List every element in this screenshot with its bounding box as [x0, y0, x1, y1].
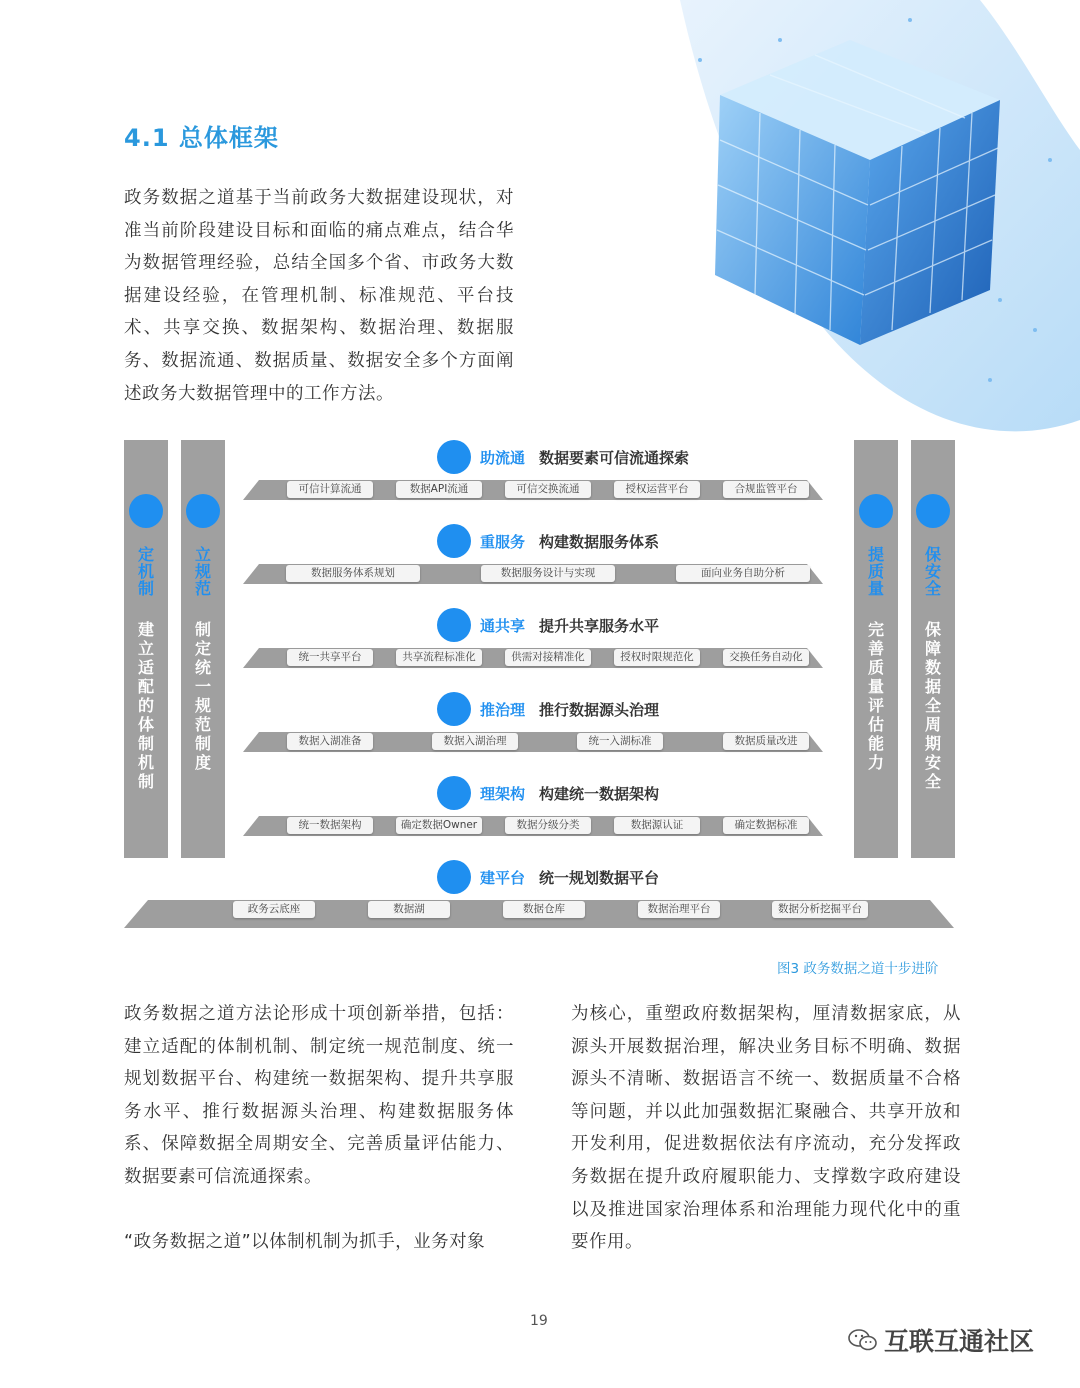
intro-paragraph: 政务数据之道基于当前政务大数据建设现状，对准当前阶段建设目标和面临的痛点难点，结合华为数据管理经验，总结全国多个省、市政务大数据建设经验，在管理机制、标准规范、平台技术、共享交换、数据架构、数据治理、数据服务、数据流通、数据质量、数据安全多个方面阐述政务大数据管理中的工作方法。	[124, 188, 514, 404]
tier-item: 数据入湖治理	[432, 733, 518, 750]
tier-name: 助流通	[480, 449, 526, 467]
tier-desc: 构建统一数据架构	[539, 785, 660, 803]
left-column-paragraph-2: “政务数据之道”以体制机制为抓手，业务对象	[124, 1232, 486, 1252]
tier-item: 确定数据Owner	[396, 817, 482, 834]
left-column-paragraph-1: 政务数据之道方法论形成十项创新举措，包括：建立适配的体制机制、制定统一规范制度、统一规划数据平台、构建统一数据架构、提升共享服务水平、推行数据源头治理、构建数据服务体系、保障数据全周期安全、完善质量评估能力、数据要素可信流通探索。	[124, 1004, 514, 1187]
pillar-subtitle: 建 立 适 配 的 体 制 机 制	[137, 620, 154, 791]
tier-dot	[437, 440, 471, 474]
tier-desc: 数据要素可信流通探索	[539, 449, 690, 467]
tier-item: 授权时限规范化	[614, 649, 700, 666]
pillar-subtitle: 保 障 数 据 全 周 期 安 全	[924, 620, 941, 791]
tier-desc: 统一规划数据平台	[539, 869, 660, 887]
tier-dot	[437, 524, 471, 558]
pillar-title: 定 机 制	[137, 545, 154, 598]
tier-item: 合规监管平台	[723, 481, 809, 498]
tier-dot	[437, 608, 471, 642]
tier-item: 统一数据架构	[287, 817, 373, 834]
pillar-dot	[916, 494, 950, 528]
tier-item: 数据API流通	[396, 481, 482, 498]
pillar-title: 提 质 量	[867, 545, 884, 598]
tier-item: 数据治理平台	[638, 901, 720, 918]
tier-desc: 构建数据服务体系	[539, 533, 660, 551]
right-column-paragraph: 为核心，重塑政府数据架构，厘清数据家底，从源头开展数据治理，解决业务目标不明确、数据源头不清晰、数据语言不统一、数据质量不合格等问题，并以此加强数据汇聚融合、共享开放和开发利用，促进数据依法有序流动，充分发挥政务数据在提升政府履职能力、支撑数字政府建设以及推进国家治理体系和治理能力现代化中的重要作用。	[571, 1004, 961, 1253]
tier-item: 供需对接精准化	[505, 649, 591, 666]
figure-caption: 图3 政务数据之道十步进阶	[777, 961, 939, 977]
tier-name: 建平台	[480, 869, 526, 887]
tier-item: 政务云底座	[233, 901, 315, 918]
tier-item: 数据入湖准备	[287, 733, 373, 750]
pillar-title: 立 规 范	[194, 545, 211, 598]
hero-cube-illustration	[640, 0, 1080, 440]
tier-item: 数据质量改进	[723, 733, 809, 750]
tier-desc: 推行数据源头治理	[539, 701, 660, 719]
pillar-subtitle: 制 定 统 一 规 范 制 度	[194, 620, 211, 772]
pillar-dot	[129, 494, 163, 528]
pillar-subtitle: 完 善 质 量 评 估 能 力	[867, 620, 884, 772]
tier-item: 数据湖	[368, 901, 450, 918]
pillar-dot	[859, 494, 893, 528]
tier-item: 交换任务自动化	[723, 649, 809, 666]
tier-dot	[437, 776, 471, 810]
pillar-standards	[181, 440, 225, 858]
tier-name: 理架构	[480, 785, 526, 803]
pillar-title: 保 安 全	[924, 545, 941, 598]
tier-item: 数据分析挖掘平台	[772, 901, 868, 918]
tier-dot	[437, 860, 471, 894]
watermark-text: 互联互通社区	[884, 1327, 1035, 1356]
tier-item: 数据服务体系规划	[286, 565, 420, 582]
pillar-dot	[186, 494, 220, 528]
tier-name: 重服务	[480, 533, 526, 551]
page-number: 19	[530, 1313, 548, 1329]
tier-item: 面向业务自助分析	[676, 565, 810, 582]
tier-item: 确定数据标准	[723, 817, 809, 834]
tier-item: 数据分级分类	[505, 817, 591, 834]
tier-desc: 提升共享服务水平	[539, 617, 660, 635]
tier-item: 统一共享平台	[287, 649, 373, 666]
section-heading: 4.1 总体框架	[124, 124, 279, 152]
tier-name: 通共享	[480, 617, 526, 635]
tier-item: 数据仓库	[503, 901, 585, 918]
tier-item: 授权运营平台	[614, 481, 700, 498]
tier-name: 推治理	[480, 701, 526, 719]
tier-item: 可信交换流通	[505, 481, 591, 498]
pillar-security	[911, 440, 955, 858]
tier-dot	[437, 692, 471, 726]
tier-item: 可信计算流通	[287, 481, 373, 498]
tier-item: 数据服务设计与实现	[481, 565, 615, 582]
pillar-quality	[854, 440, 898, 858]
pillar-mechanism	[124, 440, 168, 858]
tier-item: 共享流程标准化	[396, 649, 482, 666]
tier-item: 数据源认证	[614, 817, 700, 834]
wechat-icon	[848, 1328, 878, 1352]
tier-item: 统一入湖标准	[577, 733, 663, 750]
